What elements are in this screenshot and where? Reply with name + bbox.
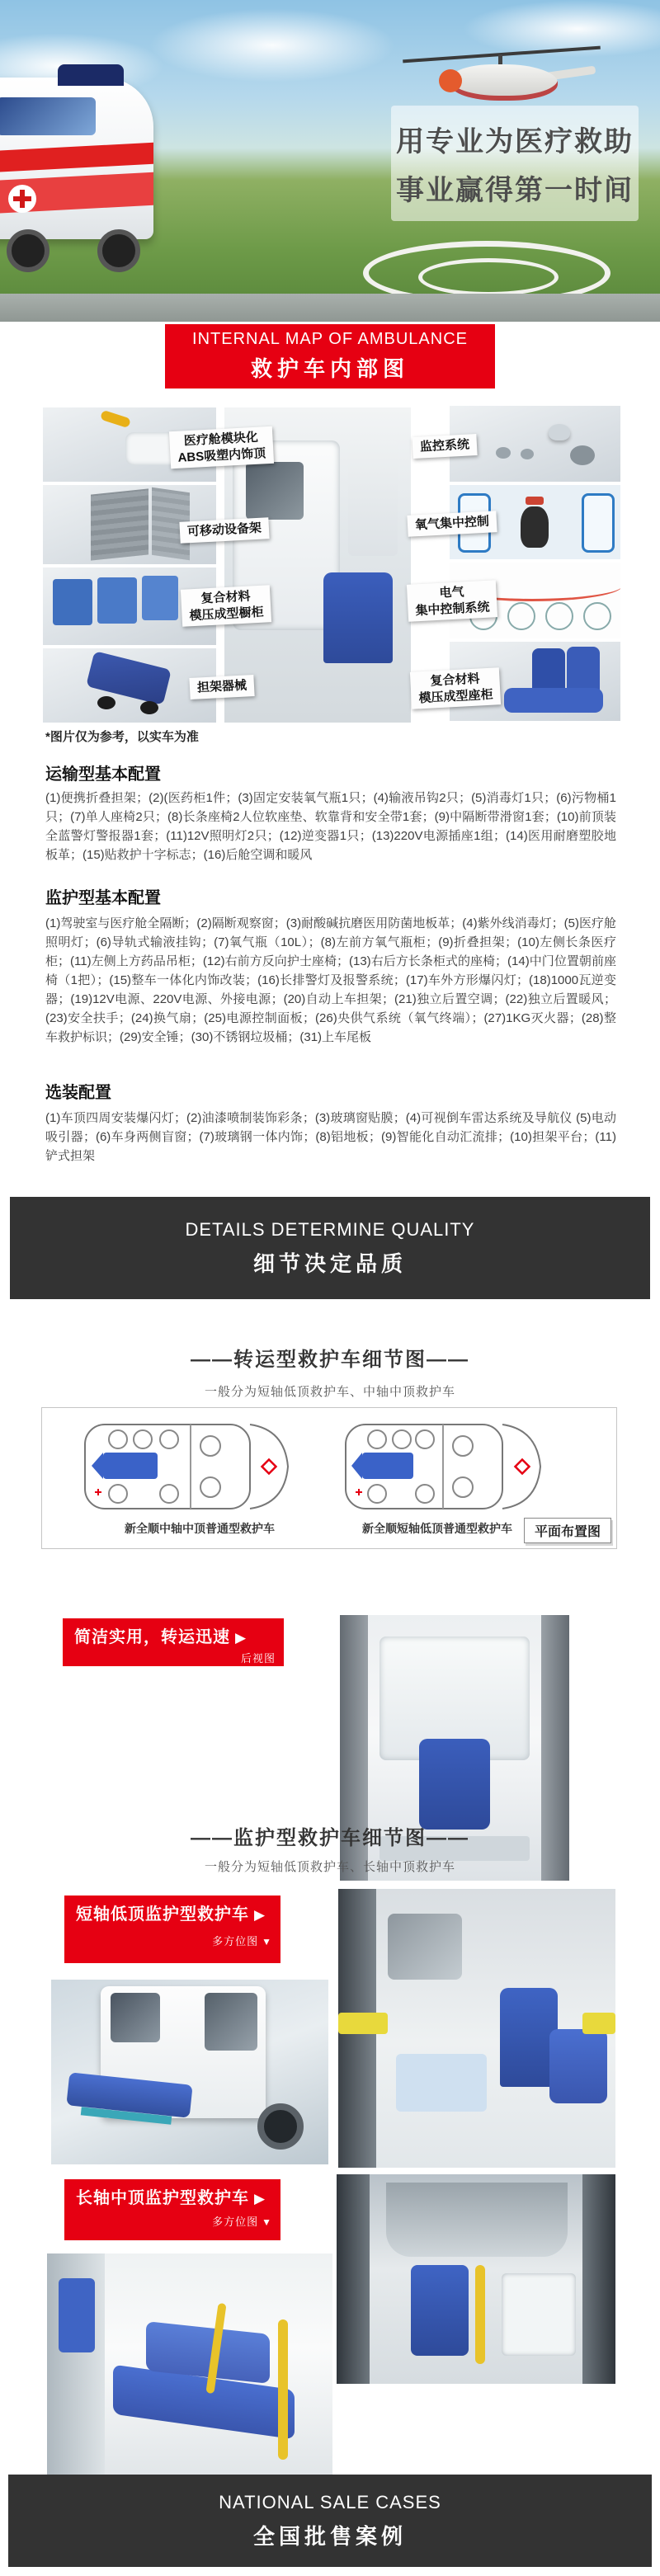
- photo-long-axle-side-interior: [47, 2253, 332, 2489]
- internal-map-banner: [165, 324, 495, 389]
- transfer-section-subtitle: 一般分为短轴低顶救护车、中轴中顶救护车: [204, 1385, 455, 1399]
- short-axle-text: 短轴低顶监护型救护车: [76, 1905, 249, 1924]
- floorplan-van-low-roof: [339, 1413, 545, 1520]
- ambulance-art: [0, 64, 168, 272]
- heading-monitor-config: 监护型基本配置: [45, 889, 161, 907]
- hero-slogan: [391, 106, 639, 221]
- arrow-right-icon: ▶: [235, 1630, 248, 1646]
- transfer-feature-sub: 后视图: [240, 1652, 276, 1665]
- cloud-art: [148, 8, 396, 82]
- label-electric-control: 电气 集中控制系统: [407, 580, 497, 622]
- transfer-section-title: ——转运型救护车细节图——: [191, 1349, 469, 1371]
- heading-transport-config: 运输型基本配置: [45, 765, 161, 784]
- national-sale-banner-en: NATIONAL SALE CASES: [219, 2491, 441, 2512]
- monitor-section-subtitle: 一般分为短轴低顶救护车、长轴中顶救护车: [204, 1860, 455, 1874]
- arrow-right-icon: ▶: [254, 1907, 266, 1923]
- hero-slogan-line2: 事业赢得第一时间: [396, 175, 634, 206]
- image-disclaimer-note: *图片仅为参考，以实车为准: [45, 730, 199, 744]
- label-molded-seat-cabinet: 复合材料 模压成型座柜: [410, 667, 501, 709]
- transfer-feature-text: 简洁实用，转运迅速: [74, 1628, 230, 1646]
- body-transport-config: (1)便携折叠担架；(2)(医药柜1件；(3)固定安装氧气瓶1只；(4)输液吊钩2只；(5)消毒灯1只；(6)污物桶1只；(7)单人座椅2只；(8)长条座椅2人位软座垫、软靠背和安全带1套；(9)中隔断带滑窗1套；(10)前顶装全蓝警灯警报器1套；(11)12V照明灯2只；(12)逆变器1只；(13)220V电源插座1组；(14)医用耐磨塑胶地板革；(15)贴救护十字标志；(16)后舱空调和暖风: [45, 791, 616, 862]
- body-monitor-config: (1)驾驶室与医疗舱全隔断；(2)隔断观察窗；(3)耐酸碱抗磨医用防菌地板革；(4)紫外线消毒灯；(5)医疗舱照明灯；(6)导轨式输液挂钩；(7)氧气瓶（10L）；(8)左前方氧气瓶柜；(9)折叠担架；(10)左侧长条医疗柜；(11)左侧上方药品吊柜；(12)右前方反向护士座椅；(13)右后方长条柜式的座椅；(14)中门位置朝前座椅（1把）；(15)整车一体化内饰改装；(16)长排警灯及报警系统；(17)车外方形爆闪灯；(18)1000瓦逆变器；(19)12V电源、220V电源、外接电源；(20)自动上车担架；(21)独立后置空调；(22)独立后置暖风；(23)安全扶手；(24)换气扇；(25)电源控制面板；(26)央供气系统（氧气终端）；(27)1KG灭火器；(28)整车救护标识；(29)安全锤；(30)不锈钢垃圾桶；(31)上车尾板: [45, 916, 616, 1044]
- photo-long-axle-front-interior: [337, 2174, 615, 2384]
- photo-short-axle-rear-doors: [51, 1980, 328, 2164]
- arrow-right-icon: ▶: [254, 2191, 266, 2206]
- details-quality-banner-en: DETAILS DETERMINE QUALITY: [185, 1218, 475, 1240]
- hero-slogan-line1: 用专业为医疗救助: [396, 126, 634, 158]
- internal-map-banner-zh: 救护车内部图: [250, 356, 409, 381]
- internal-map-banner-en: INTERNAL MAP OF AMBULANCE: [192, 330, 468, 348]
- arrow-down-icon: ▼: [262, 2216, 272, 2228]
- monitor-section-title: ——监护型救护车细节图——: [191, 1827, 469, 1849]
- long-axle-sub: 多方位图: [212, 2216, 259, 2228]
- floorplan-van-mid-roof: [78, 1413, 293, 1520]
- floorplan-box: [41, 1407, 617, 1549]
- heading-optional-config: 选装配置: [45, 1084, 111, 1102]
- label-movable-rack: 可移动设备架: [179, 517, 269, 543]
- details-quality-banner-zh: 细节决定品质: [252, 1250, 407, 1276]
- label-stretcher-equipment: 担架器械: [189, 675, 254, 699]
- long-axle-text: 长轴中顶监护型救护车: [76, 2189, 249, 2207]
- road-art: [0, 294, 660, 322]
- floorplan-caption-right: 新全顺短轴低顶普通型救护车: [362, 1522, 512, 1535]
- long-axle-label: [64, 2179, 280, 2240]
- arrow-down-icon: ▼: [262, 1936, 272, 1947]
- floorplan-caption-left: 新全顺中轴中顶普通型救护车: [125, 1522, 275, 1535]
- body-optional-config: (1)车顶四周安装爆闪灯；(2)油漆喷制装饰彩条；(3)玻璃窗贴膜；(4)可视倒车雷达系统及导航仪 (5)电动吸引器；(6)车身两侧盲窗；(7)玻璃钢一体内饰；(8)铝地板；(9)智能化自动汇流排；(10)担架平台；(11)铲式担架: [45, 1111, 616, 1163]
- hero-banner: [0, 0, 660, 322]
- label-abs-ceiling: 医疗舱模块化 ABS吸塑内饰顶: [169, 426, 274, 469]
- national-sale-banner: [8, 2475, 652, 2567]
- internal-map-collage: [40, 404, 624, 732]
- transfer-feature-label: [63, 1618, 284, 1666]
- label-monitor-system: 监控系统: [412, 434, 477, 459]
- label-oxygen-control: 氧气集中控制: [407, 511, 497, 536]
- details-quality-banner: [10, 1197, 650, 1299]
- floorplan-plan-label: 平面布置图: [524, 1518, 611, 1543]
- photo-short-axle-interior: [338, 1889, 615, 2168]
- label-molded-cabinet: 复合材料 模压成型橱柜: [181, 585, 271, 627]
- national-sale-banner-zh: 全国批售案例: [252, 2523, 407, 2549]
- short-axle-sub: 多方位图: [212, 1935, 259, 1947]
- short-axle-label: [64, 1896, 280, 1963]
